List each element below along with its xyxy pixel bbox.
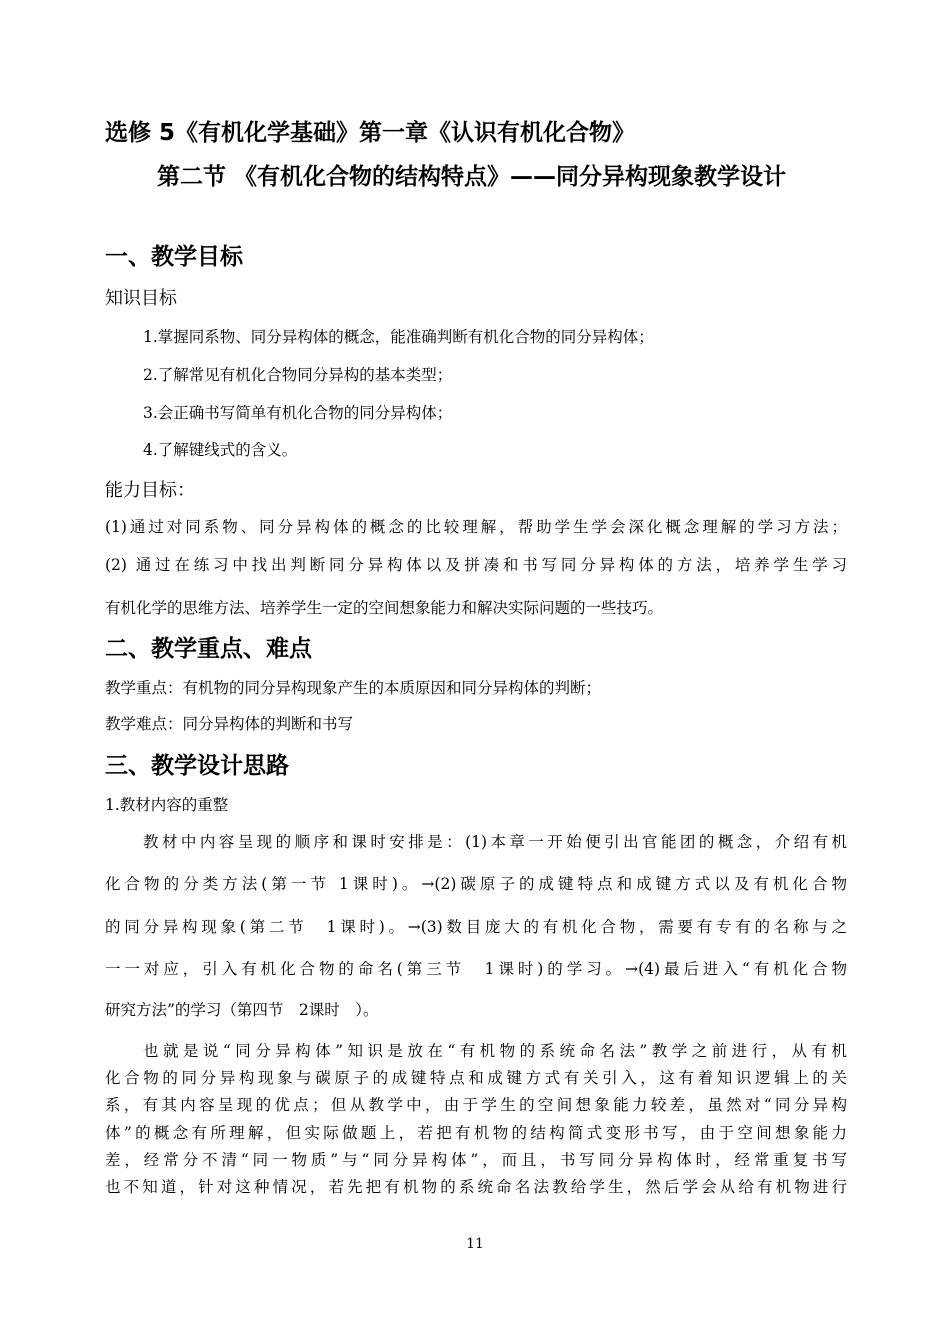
section2-heading: 二、教学重点、难点	[105, 636, 312, 662]
knowledge-item-1: 1.掌握同系物、同分异构体的概念，能准确判断有机化合物的同分异构体；	[143, 328, 654, 346]
para2-line-2: 化合物的同分异构现象与碳原子的成键特点和成键方式有关引入，这有着知识逻辑上的关	[105, 1069, 847, 1087]
para2-line-6: 也不知道，针对这种情况，若先把有机物的系统命名法教给学生，然后学会从给有机物进行	[105, 1178, 847, 1196]
document-title-line2: 第二节 《有机化合物的结构特点》——同分异构现象教学设计	[157, 164, 787, 190]
knowledge-item-4: 4.了解键线式的含义。	[143, 441, 298, 459]
subsection-1-title: 1.教材内容的重整	[105, 796, 229, 814]
para1-line-4: 一一对应，引入有机化合物的命名(第三节 1课时)的学习。→(4)最后进入“有机化合物	[105, 960, 847, 978]
para2-line-3: 系，有其内容呈现的优点；但从教学中，由于学生的空间想象能力较差，虽然对“同分异构	[105, 1096, 847, 1114]
para2-line-5: 差，经常分不清“同一物质”与“同分异构体”，而且，书写同分异构体时，经常重复书写	[105, 1151, 847, 1169]
knowledge-goals-label: 知识目标	[105, 288, 177, 309]
ability-line-2: (2) 通过在练习中找出判断同分异构体以及拼凑和书写同分异构体的方法，培养学生学习	[105, 556, 847, 574]
teaching-key-point: 教学重点：有机物的同分异构现象产生的本质原因和同分异构体的判断；	[105, 679, 602, 697]
knowledge-item-2: 2.了解常见有机化合物同分异构的基本类型；	[143, 366, 453, 384]
teaching-difficulty: 教学难点：同分异构体的判断和书写	[105, 715, 354, 733]
para2-line-1: 也就是说“同分异构体”知识是放在“有机物的系统命名法”教学之前进行，从有机	[143, 1042, 847, 1060]
ability-line-3: 有机化学的思维方法、培养学生一定的空间想象能力和解决实际问题的一些技巧。	[105, 599, 664, 617]
para2-line-4: 体”的概念有所理解，但实际做题上，若把有机物的结构简式变形书写，由于空间想象能力	[105, 1124, 847, 1142]
para1-line-3: 的同分异构现象(第二节 1课时)。→(3)数目庞大的有机化合物，需要有专有的名称与之	[105, 918, 847, 936]
section3-heading: 三、教学设计思路	[105, 753, 289, 779]
document-title-line1: 选修 5《有机化学基础》第一章《认识有机化合物》	[105, 120, 636, 146]
ability-goals-label: 能力目标：	[105, 480, 195, 501]
para1-line-2: 化合物的分类方法(第一节 1课时)。→(2)碳原子的成键特点和成键方式以及有机化合物	[105, 875, 847, 893]
section1-heading: 一、教学目标	[105, 244, 243, 270]
page-number: 11	[466, 1236, 484, 1252]
para1-line-5: 研究方法”的学习（第四节 2课时 ）。	[105, 1001, 379, 1019]
ability-line-1: (1)通过对同系物、同分异构体的概念的比较理解，帮助学生学会深化概念理解的学习方法；	[105, 518, 847, 536]
knowledge-item-3: 3.会正确书写简单有机化合物的同分异构体；	[143, 404, 453, 422]
para1-line-1: 教材中内容呈现的顺序和课时安排是：(1)本章一开始便引出官能团的概念，介绍有机	[143, 833, 847, 851]
